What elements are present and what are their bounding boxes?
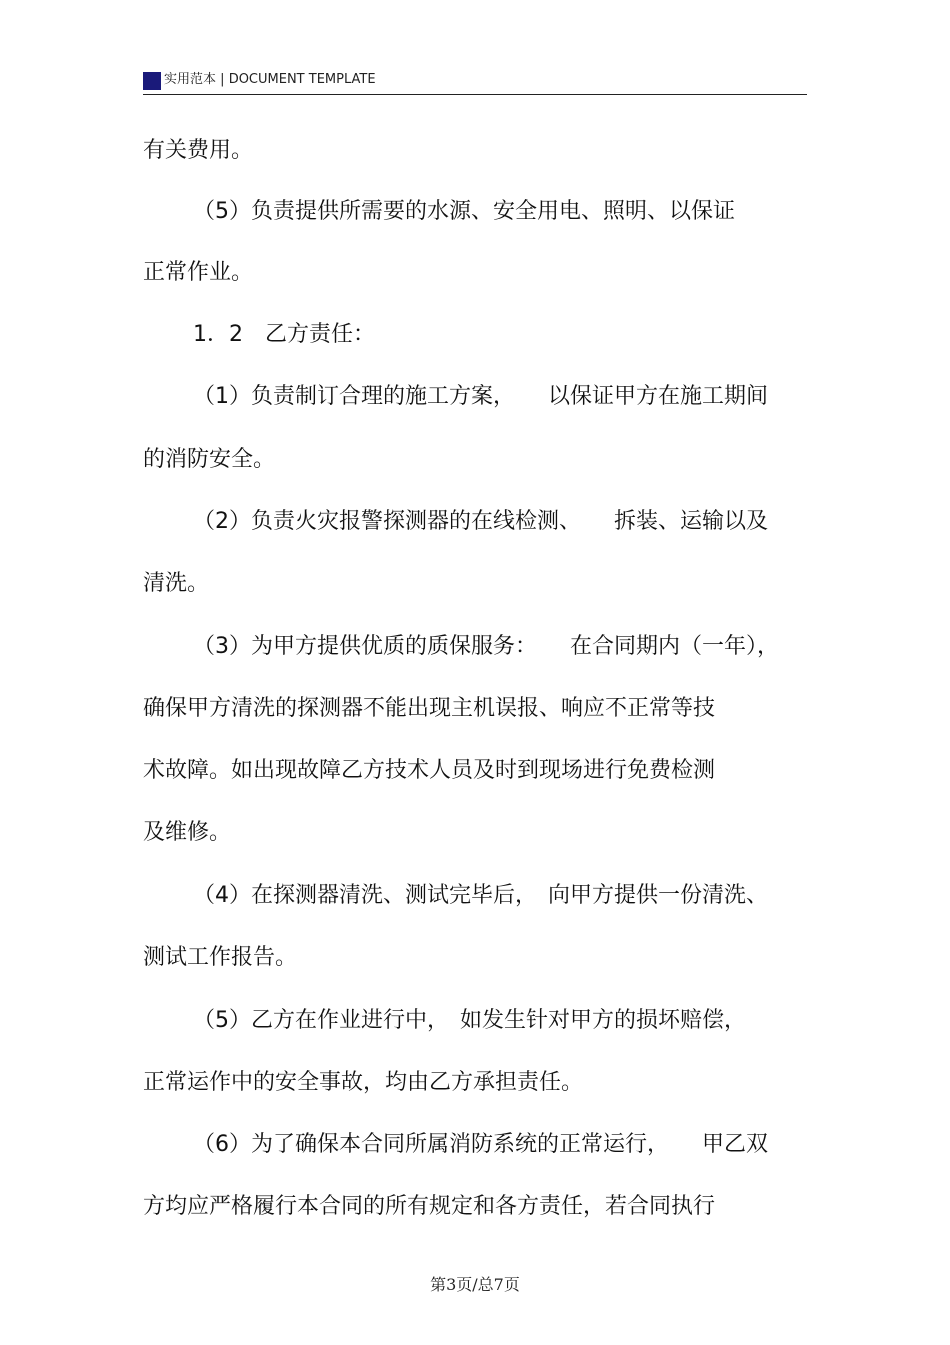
body-line-7: （2）负责火灾报警探测器的在线检测、 拆装、运输以及: [193, 509, 768, 534]
body-line-6: 的消防安全。: [143, 447, 276, 472]
body-line-13: （4）在探测器清洗、测试完毕后， 向甲方提供一份清洗、: [193, 883, 768, 908]
body-line-11: 术故障。如出现故障乙方技术人员及时到现场进行免费检测: [143, 758, 716, 783]
header-label: 实用范本: [164, 72, 217, 87]
body-line-17: （6）为了确保本合同所属消防系统的正常运行， 甲乙双: [193, 1132, 768, 1157]
body-line-12: 及维修。: [143, 820, 232, 845]
body-line-2: （5）负责提供所需要的水源、安全用电、照明、以保证: [193, 199, 735, 224]
square-block-icon: [143, 72, 161, 90]
body-line-3: 正常作业。: [143, 260, 254, 285]
body-line-9: （3）为甲方提供优质的质保服务： 在合同期内（一年），: [193, 634, 779, 659]
body-line-16: 正常运作中的安全事故，均由乙方承担责任。: [143, 1070, 584, 1095]
page-number: 第3页/总7页: [430, 1275, 520, 1294]
body-line-5: （1）负责制订合理的施工方案， 以保证甲方在施工期间: [193, 384, 768, 409]
body-line-1: 有关费用。: [143, 138, 254, 163]
body-line-8: 清洗。: [143, 571, 210, 596]
page-header: [143, 70, 807, 95]
header-separator: |: [220, 72, 225, 87]
body-line-10: 确保甲方清洗的探测器不能出现主机误报、响应不正常等技: [143, 696, 716, 721]
header-subtitle: DOCUMENT TEMPLATE: [228, 72, 376, 87]
section-heading: 1．2 乙方责任：: [193, 322, 375, 347]
header-title: [164, 72, 376, 88]
body-line-18: 方均应严格履行本合同的所有规定和各方责任，若合同执行: [143, 1194, 716, 1219]
body-line-15: （5）乙方在作业进行中， 如发生针对甲方的损坏赔偿，: [193, 1008, 746, 1033]
body-line-14: 测试工作报告。: [143, 945, 298, 970]
